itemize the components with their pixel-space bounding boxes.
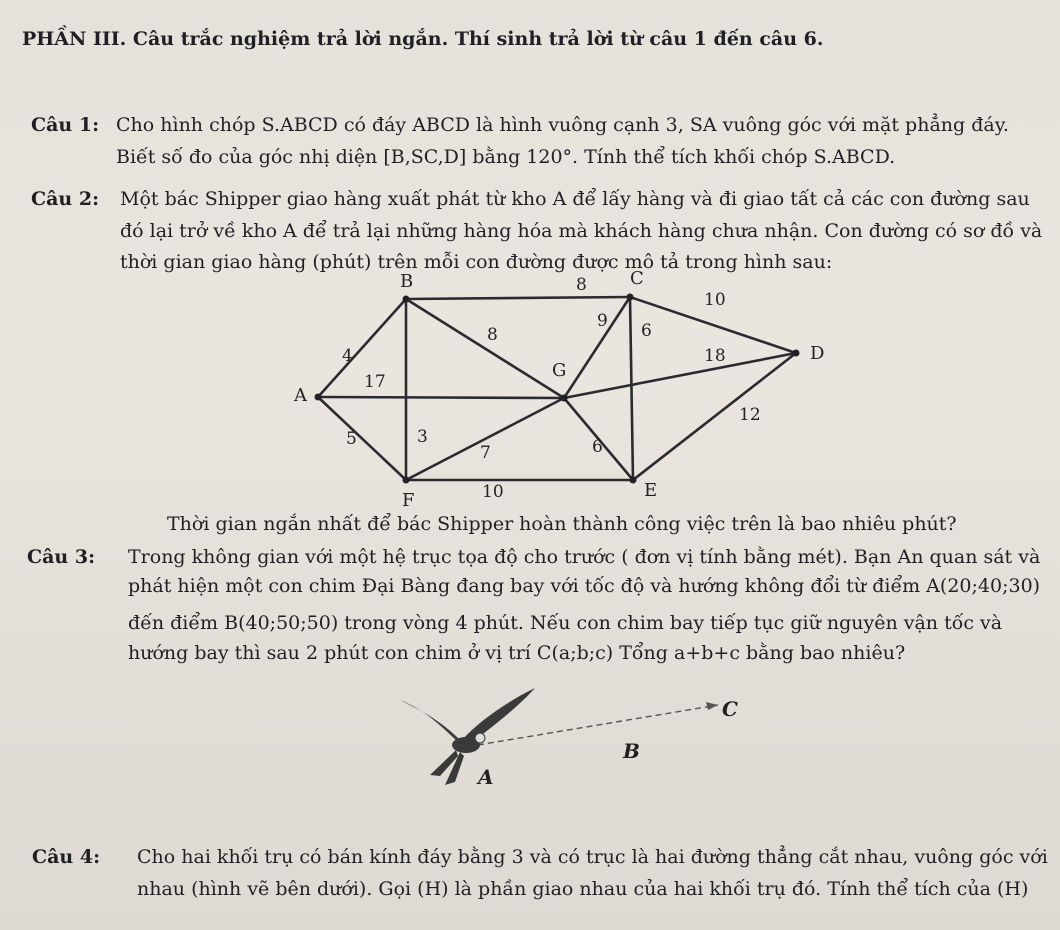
- q2-question: Thời gian ngắn nhất để bác Shipper hoàn thành công việc trên là bao nhiêu phút?: [167, 513, 957, 535]
- q1-line-2: Biết số đo của góc nhị diện [B,SC,D] bằng 120°. Tính thể tích khối chóp S.ABCD.: [116, 146, 896, 168]
- q4-label: Câu 4:: [32, 846, 101, 868]
- edge-weight-B-F: 3: [417, 427, 428, 447]
- node-label-D: D: [810, 343, 825, 364]
- node-A: [315, 394, 322, 401]
- edge-weight-F-E: 10: [482, 482, 504, 502]
- q3-line-2: phát hiện một con chim Đại Bàng đang bay với tốc độ và hướng không đổi từ điểm A(20;40;30): [128, 575, 1041, 597]
- edge-A-G: [318, 397, 564, 398]
- edge-weight-C-D: 10: [704, 290, 726, 310]
- q2-label: Câu 2:: [31, 188, 100, 210]
- edge-weight-A-G: 17: [364, 372, 386, 392]
- edge-C-D: [630, 297, 796, 353]
- point-c-label: C: [722, 697, 738, 721]
- node-label-E: E: [644, 480, 658, 501]
- node-B: [403, 296, 410, 303]
- flight-path: [478, 705, 718, 745]
- node-G: [561, 395, 568, 402]
- q3-line-1: Trong không gian với một hệ trục tọa độ cho trước ( đơn vị tính bằng mét). Bạn An quan sát và: [128, 546, 1041, 568]
- q2-line-2: đó lại trở về kho A để trả lại những hàng hóa mà khách hàng chưa nhận. Con đường có sơ đồ và: [120, 220, 1043, 242]
- point-a-label: A: [478, 765, 494, 789]
- q3-line-3: đến điểm B(40;50;50) trong vòng 4 phút. Nếu con chim bay tiếp tục giữ nguyên vận tốc và: [128, 612, 1003, 634]
- edge-D-E: [633, 353, 796, 480]
- q2-line-3: thời gian giao hàng (phút) trên mỗi con đường được mô tả trong hình sau:: [120, 251, 833, 273]
- edge-weight-G-E: 6: [592, 437, 603, 457]
- edge-F-G: [406, 398, 564, 480]
- edge-weight-G-D: 18: [704, 346, 726, 366]
- eagle-flight-figure: [400, 680, 760, 800]
- node-label-C: C: [630, 268, 644, 289]
- q4-line-1: Cho hai khối trụ có bán kính đáy bằng 3 và có trục là hai đường thẳng cắt nhau, vuông góc với: [137, 846, 1048, 868]
- eagle-icon: [400, 688, 535, 785]
- edge-G-D: [564, 353, 796, 398]
- edge-weight-D-E: 12: [739, 405, 761, 425]
- node-label-A: A: [294, 385, 307, 406]
- node-label-F: F: [402, 490, 415, 511]
- edge-weight-B-C: 8: [576, 275, 587, 295]
- node-label-G: G: [552, 360, 567, 381]
- q4-line-2: nhau (hình vẽ bên dưới). Gọi (H) là phần giao nhau của hai khối trụ đó. Tính thể tích của (H): [137, 878, 1029, 900]
- edge-weight-C-G: 9: [597, 311, 608, 331]
- node-C: [627, 294, 634, 301]
- edge-A-F: [318, 397, 406, 480]
- node-label-B: B: [400, 271, 414, 292]
- node-F: [403, 477, 410, 484]
- q2-line-1: Một bác Shipper giao hàng xuất phát từ kho A để lấy hàng và đi giao tất cả các con đường sau: [120, 188, 1030, 210]
- edge-weight-F-G: 7: [480, 443, 491, 463]
- edge-B-C: [406, 297, 630, 299]
- edge-C-G: [564, 297, 630, 398]
- edge-weight-A-F: 5: [346, 429, 357, 449]
- edge-A-B: [318, 299, 406, 397]
- point-b-label: B: [623, 739, 640, 763]
- q3-label: Câu 3:: [27, 546, 96, 568]
- edge-weight-A-B: 4: [342, 346, 353, 366]
- edge-G-E: [564, 398, 633, 480]
- section-title: PHẦN III. Câu trắc nghiệm trả lời ngắn. Thí sinh trả lời từ câu 1 đến câu 6.: [22, 28, 824, 50]
- edge-weight-B-G: 8: [487, 325, 498, 345]
- node-D: [793, 350, 800, 357]
- node-E: [630, 477, 637, 484]
- q3-line-4: hướng bay thì sau 2 phút con chim ở vị trí C(a;b;c) Tổng a+b+c bằng bao nhiêu?: [128, 642, 906, 664]
- q1-label: Câu 1:: [31, 114, 100, 136]
- edge-B-G: [406, 299, 567, 398]
- edge-C-E: [630, 297, 633, 480]
- edge-weight-C-E: 6: [641, 321, 652, 341]
- q1-line-1: Cho hình chóp S.ABCD có đáy ABCD là hình vuông cạnh 3, SA vuông góc với mặt phẳng đáy.: [116, 114, 1009, 136]
